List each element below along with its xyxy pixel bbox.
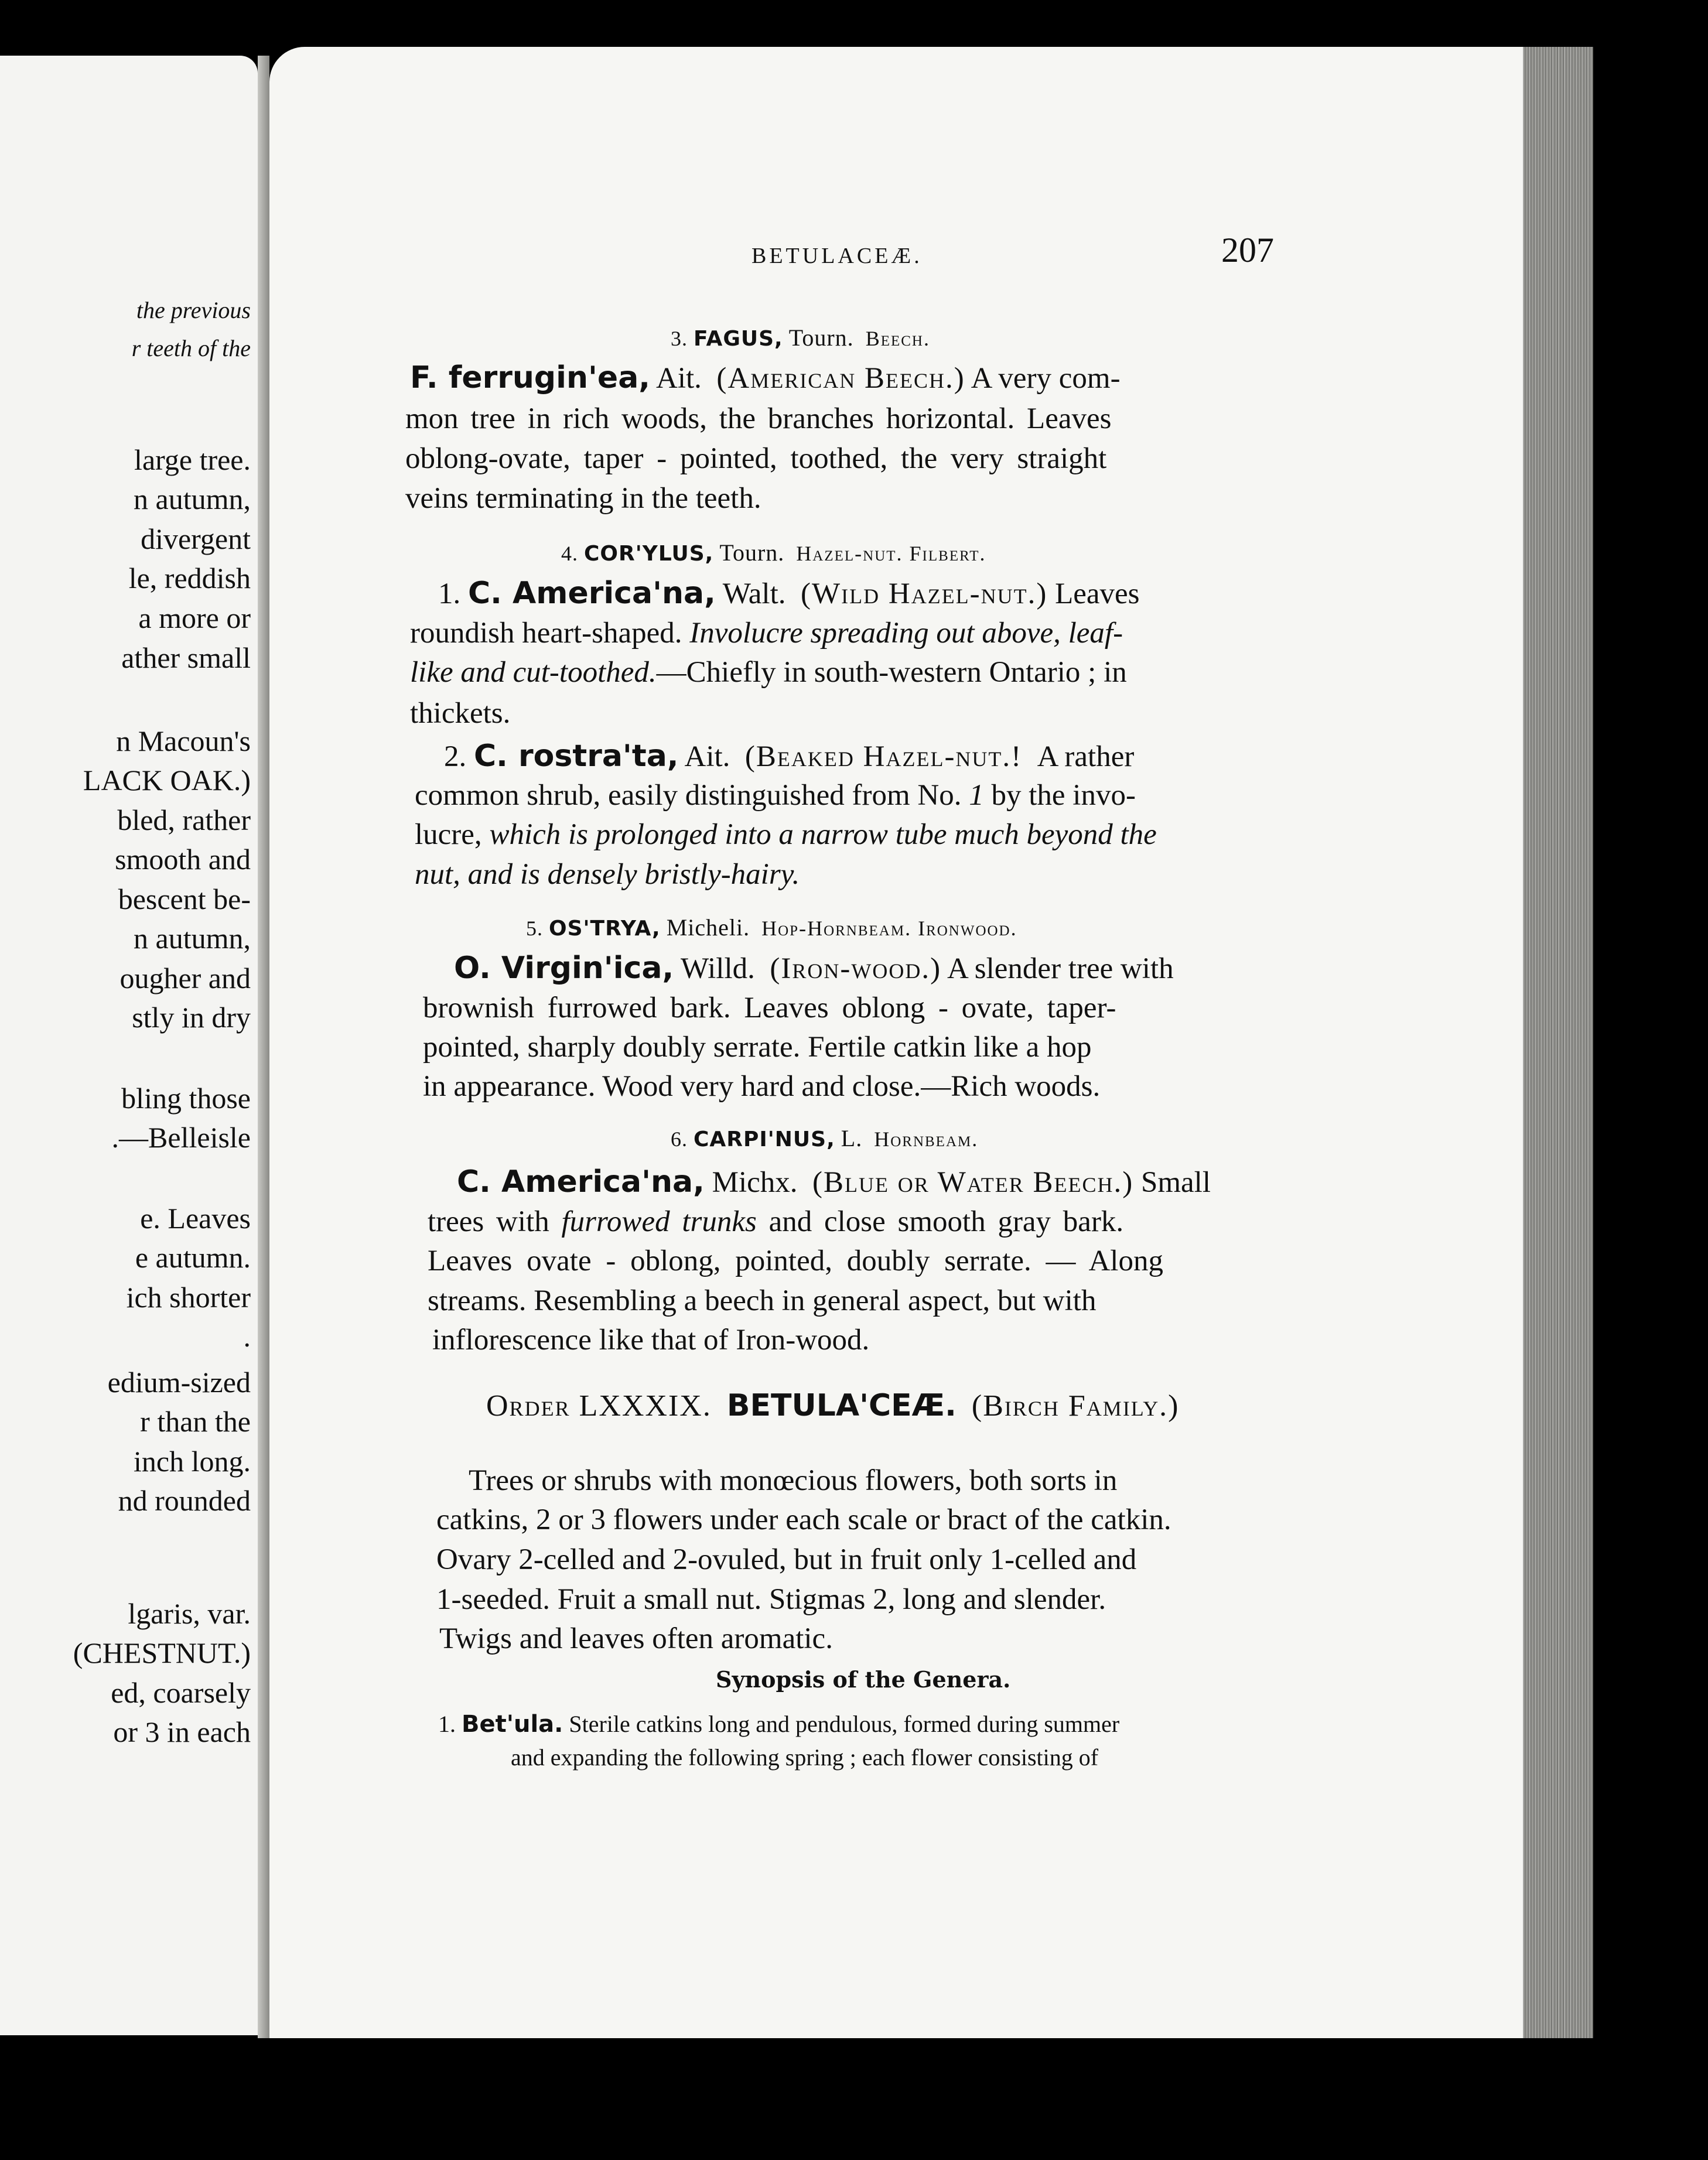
ostrya-line-3: pointed, sharply doubly serrate. Fertile catkin like a hop [423, 1031, 1092, 1064]
genus-heading-corylus: 4. COR'YLUS, Tourn. Hazel-nut. Filbert. [561, 539, 986, 566]
order-desc-line-3: Ovary 2-celled and 2-ovuled, but in fruit only 1-celled and [436, 1543, 1137, 1576]
fagus-line-4: veins terminating in the teeth. [405, 482, 761, 515]
left-page-line: inch long. [134, 1445, 251, 1478]
corylus-sp1-line-2: roundish heart-shaped. Involucre spreading out above, leaf- [410, 617, 1123, 650]
ostrya-line-2: brownish furrowed bark. Leaves oblong - ovate, taper- [423, 992, 1116, 1024]
left-page-line: . [243, 1320, 251, 1353]
carpinus-line-3: Leaves ovate - oblong, pointed, doubly serrate. — Along [428, 1245, 1163, 1277]
left-page-line: ich shorter [126, 1281, 251, 1314]
scan-background-bottom [0, 2038, 1708, 2160]
order-heading: Order LXXXIX. BETULA'CEÆ. (Birch Family.) [486, 1388, 1180, 1423]
scan-background-right [1593, 47, 1708, 2160]
left-page-line: bled, rather [117, 804, 251, 836]
page-edges [1523, 47, 1593, 2079]
carpinus-line-4: streams. Resembling a beech in general aspect, but with [428, 1284, 1096, 1317]
left-page-line: .—Belleisle [111, 1121, 251, 1154]
genus-heading-fagus: 3. FAGUS, Tourn. Beech. [671, 324, 930, 351]
carpinus-line-1: C. America'na, Michx. (Blue or Water Beech.) Small [457, 1164, 1211, 1199]
left-page-line: or 3 in each [113, 1715, 251, 1748]
left-page-line: a more or [138, 601, 251, 634]
order-desc-line-4: 1-seeded. Fruit a small nut. Stigmas 2, long and slender. [436, 1583, 1106, 1616]
fagus-line-2: mon tree in rich woods, the branches horizontal. Leaves [405, 402, 1112, 435]
left-page-line: LACK OAK.) [83, 764, 251, 797]
left-page-line: n autumn, [134, 483, 251, 515]
corylus-sp2-line-3: lucre, which is prolonged into a narrow tube much beyond the [415, 818, 1157, 851]
corylus-sp1-line-3: like and cut-toothed.—Chiefly in south-western Ontario ; in [410, 656, 1127, 689]
corylus-sp1-line-4: thickets. [410, 697, 511, 730]
left-page-line: (CHESTNUT.) [73, 1636, 251, 1669]
synopsis-title: Synopsis of the Genera. [716, 1666, 1011, 1693]
left-page-line: nd rounded [118, 1484, 251, 1517]
left-page-line: ougher and [119, 962, 251, 994]
ostrya-line-1: O. Virgin'ica, Willd. (Iron-wood.) A slender tree with [454, 951, 1174, 986]
carpinus-line-2: trees with furrowed trunks and close smooth gray bark. [428, 1205, 1124, 1238]
left-page-line: edium-sized [107, 1366, 251, 1399]
left-page-line: smooth and [115, 843, 251, 876]
left-page-line: r teeth of the [131, 335, 251, 361]
running-head: BETULACEÆ. [751, 244, 923, 268]
left-page-line: divergent [141, 522, 251, 555]
corylus-sp1-line-1: 1. C. America'na, Walt. (Wild Hazel-nut.) Leaves [438, 576, 1140, 611]
ostrya-line-4: in appearance. Wood very hard and close.—Rich woods. [423, 1070, 1101, 1103]
left-page-line: r than the [140, 1405, 251, 1438]
left-page-line: bescent be- [118, 883, 251, 915]
left-page-line: le, reddish [128, 562, 251, 594]
left-page [0, 56, 258, 2035]
fagus-line-3: oblong-ovate, taper - pointed, toothed, the very straight [405, 442, 1107, 475]
synopsis-item-1-line-2: and expanding the following spring ; each flower consisting of [511, 1744, 1099, 1771]
corylus-sp2-line-2: common shrub, easily distinguished from No. 1 by the invo- [415, 779, 1136, 812]
carpinus-line-5: inflorescence like that of Iron-wood. [432, 1324, 870, 1356]
left-page-line: e. Leaves [140, 1202, 251, 1235]
left-page-line: ed, coarsely [111, 1676, 251, 1709]
left-page-line: bling those [121, 1082, 251, 1115]
fagus-line-1: F. ferrugin'ea, Ait. (American Beech.) A very com- [410, 360, 1121, 395]
order-desc-line-1: Trees or shrubs with monœcious flowers, both sorts in [469, 1464, 1118, 1497]
page-number: 207 [1221, 231, 1274, 269]
left-page-line: lgaris, var. [128, 1597, 251, 1630]
left-page-line: stly in dry [132, 1001, 251, 1034]
left-page-line: n Macoun's [116, 724, 251, 757]
book-gutter [258, 56, 269, 2041]
left-page-line: e autumn. [135, 1241, 251, 1274]
left-page-line: large tree. [134, 443, 251, 476]
left-page-line: the previous [136, 297, 251, 323]
genus-heading-ostrya: 5. OS'TRYA, Micheli. Hop-Hornbeam. Ironwood. [526, 914, 1017, 941]
order-desc-line-2: catkins, 2 or 3 flowers under each scale or bract of the catkin. [436, 1503, 1171, 1536]
corylus-sp2-line-4: nut, and is densely bristly-hairy. [415, 858, 800, 891]
genus-heading-carpinus: 6. CARPI'NUS, L. Hornbeam. [671, 1125, 979, 1151]
left-page-line: ather small [121, 641, 251, 674]
left-page-line: n autumn, [134, 922, 251, 955]
corylus-sp2-line-1: 2. C. rostra'ta, Ait. (Beaked Hazel-nut.! A rather [444, 739, 1135, 774]
synopsis-item-1-line-1: 1. Bet'ula. Sterile catkins long and pendulous, formed during summer [438, 1711, 1120, 1738]
order-desc-line-5: Twigs and leaves often aromatic. [439, 1622, 833, 1655]
